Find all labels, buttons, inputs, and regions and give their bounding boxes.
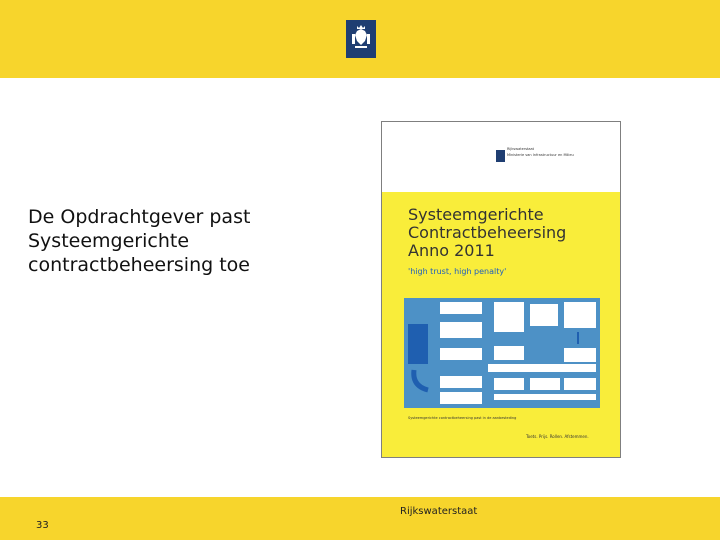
cover-title-line: Anno 2011 xyxy=(408,241,495,260)
top-banner xyxy=(0,0,720,78)
publication-cover xyxy=(381,121,621,458)
publisher-line: Ministerie van Infrastructuur en Milieu xyxy=(507,153,574,157)
cover-title-line: Contractbeheersing xyxy=(408,223,567,242)
heading-line: Systeemgerichte xyxy=(28,230,190,252)
bottom-banner xyxy=(0,497,720,540)
slide-number: 33 xyxy=(36,520,49,531)
footer-label: Rijkswaterstaat xyxy=(400,506,478,517)
cover-publisher xyxy=(507,146,574,158)
heading-line: contractbeheersing toe xyxy=(28,254,250,276)
slide-heading xyxy=(28,205,328,277)
cover-footer: Toets. Prijs. Rollen. Afstemmen. xyxy=(526,434,589,439)
publisher-line: Rijkswaterstaat xyxy=(507,147,535,151)
cover-caption: Systeemgerichte contractbeheersing past in de aanbesteding xyxy=(408,416,517,420)
coat-of-arms-icon xyxy=(346,20,376,58)
cover-subtitle: 'high trust, high penalty' xyxy=(408,267,507,276)
coat-of-arms-icon xyxy=(496,150,505,162)
cover-diagram xyxy=(402,294,602,414)
cover-title xyxy=(408,206,566,260)
heading-line: De Opdrachtgever past xyxy=(28,206,251,228)
cover-title-line: Systeemgerichte xyxy=(408,205,544,224)
